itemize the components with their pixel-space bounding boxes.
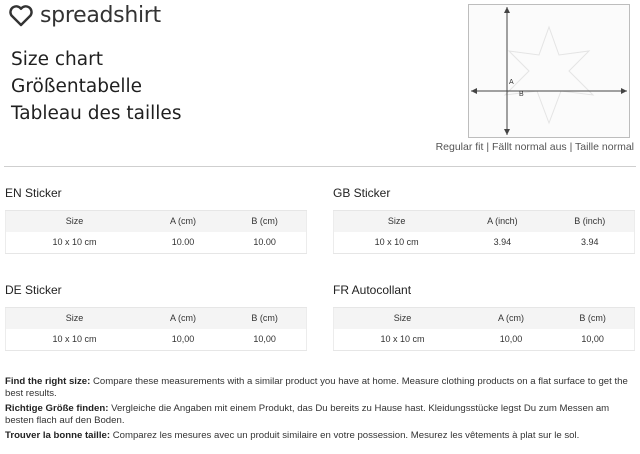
column-header: A (cm) — [143, 308, 223, 329]
note-label: Richtige Größe finden: — [5, 403, 109, 415]
column-header: A (inch) — [459, 211, 545, 232]
section-divider — [4, 166, 636, 167]
table-cell: 10.00 — [143, 232, 223, 254]
note-fr — [5, 430, 633, 442]
note-text: Comparez les mesures avec un produit similaire en votre possession. Mesurez les vêtements à plat sur le sol. — [110, 430, 580, 442]
note-text: Compare these measurements with a similar product you have at home. Measure clothing products on a flat surface to get the best results. — [5, 376, 628, 399]
diagram-label-b: B — [519, 91, 524, 98]
table-row — [334, 329, 635, 351]
brand-name: spreadshirt — [40, 3, 161, 28]
fit-caption: Regular fit | Fällt normal aus | Taille normal — [435, 141, 634, 153]
size-chart-en — [5, 186, 307, 254]
note-label: Find the right size: — [5, 376, 91, 387]
note-text: Vergleiche die Angaben mit einem Produkt, das Du bereits zu Hause hast. Kleidungsstücke legst Du zum Messen am besten flach auf den Boden. — [5, 403, 610, 426]
table-cell: 10 x 10 cm — [6, 232, 143, 254]
size-chart-de — [5, 283, 307, 351]
column-header: B (cm) — [223, 308, 306, 329]
size-table — [333, 210, 635, 254]
title-de: Größentabelle — [11, 76, 142, 97]
column-header: B (inch) — [545, 211, 634, 232]
heart-outline-icon — [8, 4, 34, 28]
column-header: B (cm) — [551, 308, 634, 329]
size-chart-title: DE Sticker — [5, 283, 62, 297]
table-cell: 10 x 10 cm — [334, 329, 471, 351]
size-chart-title: FR Autocollant — [333, 283, 412, 297]
column-header: Size — [334, 211, 460, 232]
table-cell: 10,00 — [551, 329, 634, 351]
column-header: A (cm) — [143, 211, 223, 232]
table-cell: 10,00 — [223, 329, 306, 351]
diagram-label-a: A — [509, 79, 514, 86]
table-cell: 10 x 10 cm — [334, 232, 460, 254]
size-chart-fr — [333, 283, 635, 351]
table-row — [334, 232, 635, 254]
note-label: Trouver la bonne taille: — [5, 430, 111, 442]
brand-logo[interactable] — [8, 3, 161, 28]
measurement-diagram — [468, 4, 630, 138]
table-cell: 10,00 — [471, 329, 551, 351]
note-en — [5, 376, 633, 399]
column-header: Size — [6, 308, 143, 329]
table-cell: 3.94 — [545, 232, 634, 254]
column-header: A (cm) — [471, 308, 551, 329]
size-table — [5, 307, 307, 351]
size-table — [5, 210, 307, 254]
table-cell: 10 x 10 cm — [6, 329, 143, 351]
title-en: Size chart — [11, 49, 103, 70]
table-cell: 3.94 — [459, 232, 545, 254]
table-cell: 10,00 — [143, 329, 223, 351]
size-table — [333, 307, 635, 351]
sticker-measure-illustration — [469, 5, 629, 137]
table-cell: 10.00 — [223, 232, 306, 254]
size-chart-title: GB Sticker — [333, 186, 391, 200]
title-fr: Tableau des tailles — [11, 103, 182, 124]
size-chart-title: EN Sticker — [5, 186, 62, 200]
column-header: Size — [6, 211, 143, 232]
column-header: B (cm) — [223, 211, 306, 232]
note-de — [5, 403, 633, 426]
size-chart-gb — [333, 186, 635, 254]
sizing-notes — [5, 376, 633, 446]
page-titles — [11, 46, 181, 127]
table-row — [6, 329, 307, 351]
column-header: Size — [334, 308, 471, 329]
table-row — [6, 232, 307, 254]
